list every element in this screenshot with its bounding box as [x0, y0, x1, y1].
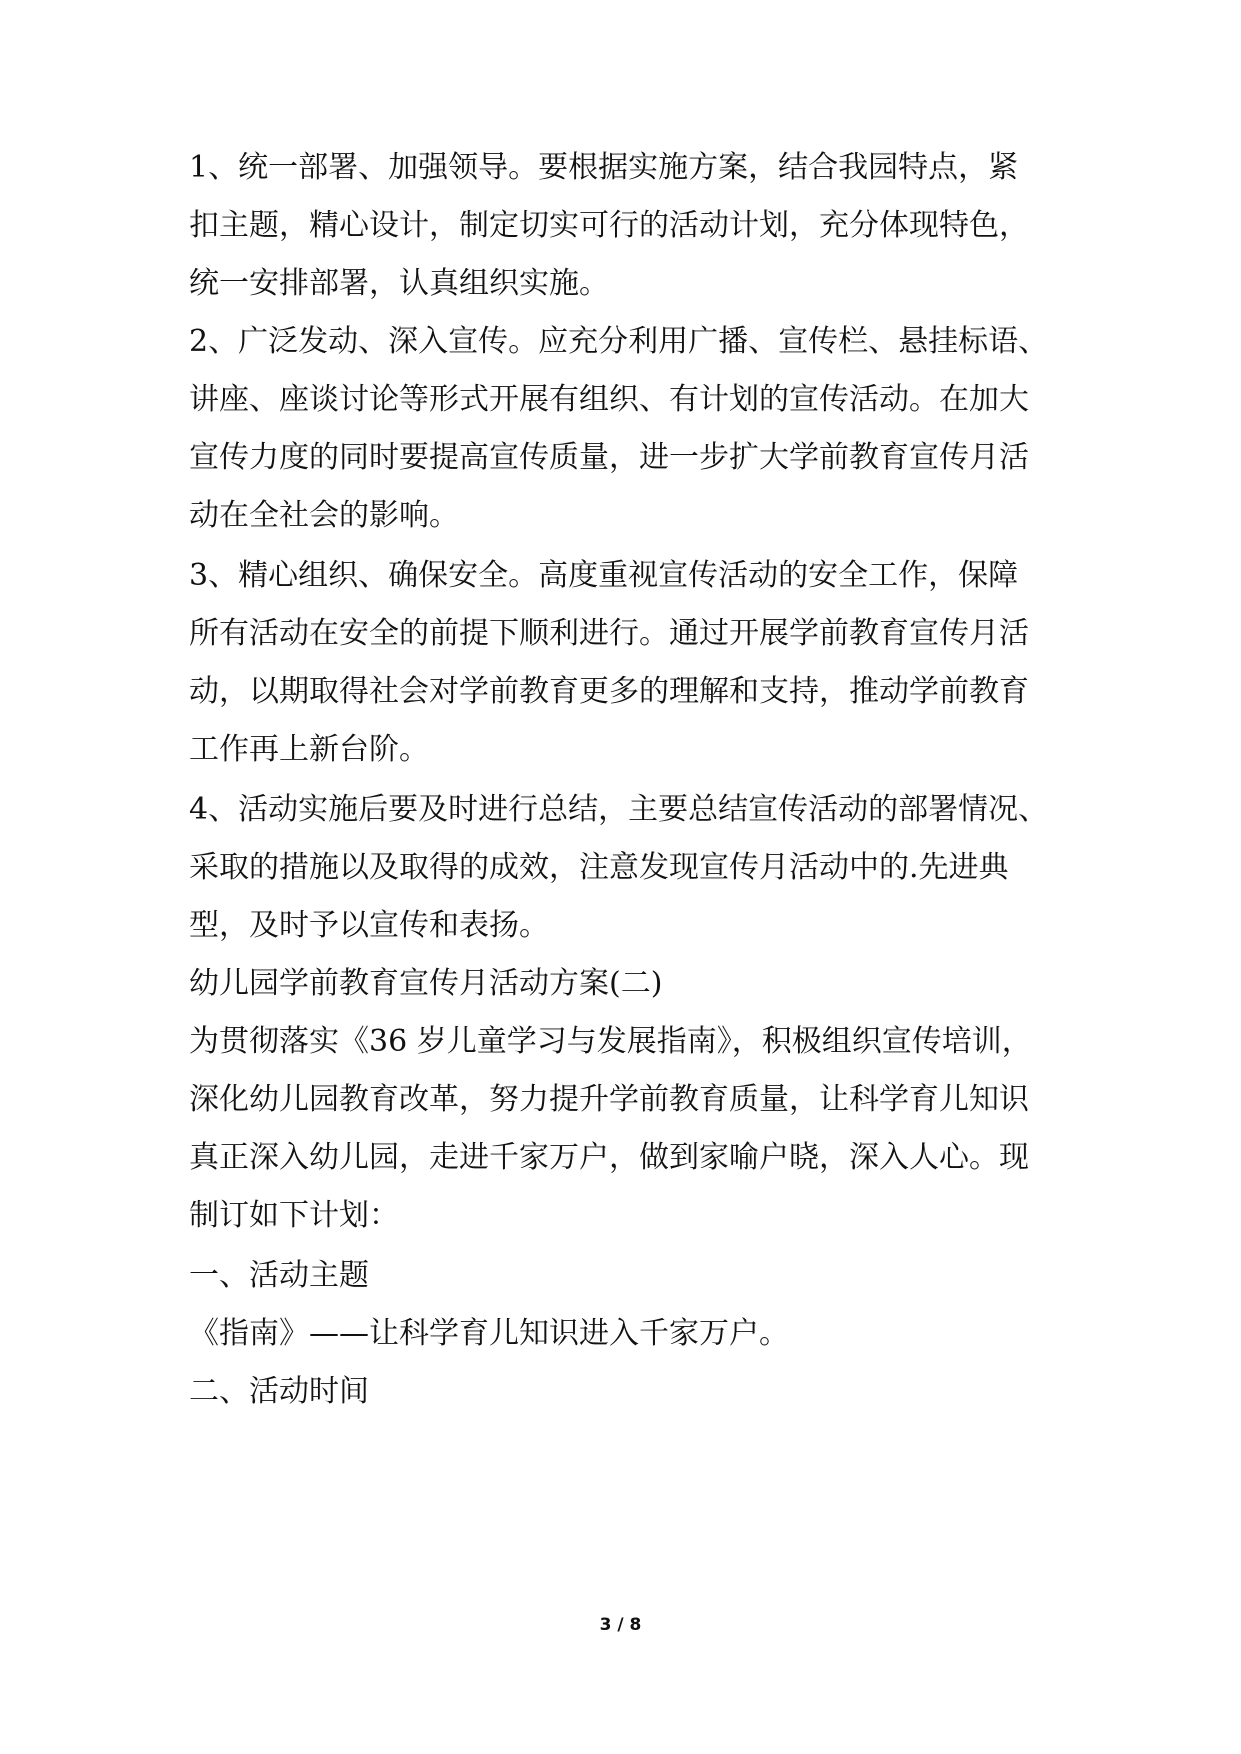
text-line: 4、活动实施后要及时进行总结，主要总结宣传活动的部署情况、 [189, 792, 1049, 827]
text-line: 工作再上新台阶。 [189, 732, 429, 767]
text-line: 统一安排部署，认真组织实施。 [189, 266, 609, 301]
text-line: 1、统一部署、加强领导。要根据实施方案，结合我园特点，紧 [189, 150, 1019, 185]
text-line: 3、精心组织、确保安全。高度重视宣传活动的安全工作，保障 [189, 558, 1019, 593]
text-line: 扣主题，精心设计，制定切实可行的活动计划，充分体现特色， [189, 208, 1029, 243]
text-line: 一、活动主题 [189, 1258, 369, 1293]
text-line: 采取的措施以及取得的成效，注意发现宣传月活动中的.先进典 [189, 850, 1009, 885]
text-line: 动在全社会的影响。 [189, 498, 459, 533]
text-line: 二、活动时间 [189, 1374, 369, 1409]
page-number: 3 / 8 [599, 1615, 642, 1635]
text-line: 讲座、座谈讨论等形式开展有组织、有计划的宣传活动。在加大 [189, 382, 1029, 417]
text-line: 动，以期取得社会对学前教育更多的理解和支持，推动学前教育 [189, 674, 1029, 709]
text-line: 制订如下计划： [189, 1198, 399, 1233]
text-line: 型，及时予以宣传和表扬。 [189, 908, 549, 943]
text-line: 为贯彻落实《36 岁儿童学习与发展指南》，积极组织宣传培训， [189, 1024, 1032, 1059]
text-line: 真正深入幼儿园，走进千家万户，做到家喻户晓，深入人心。现 [189, 1140, 1029, 1175]
text-line: 深化幼儿园教育改革，努力提升学前教育质量，让科学育儿知识 [189, 1082, 1029, 1117]
text-line: 宣传力度的同时要提高宣传质量，进一步扩大学前教育宣传月活 [189, 440, 1029, 475]
text-line: 所有活动在安全的前提下顺利进行。通过开展学前教育宣传月活 [189, 616, 1029, 651]
text-line: 2、广泛发动、深入宣传。应充分利用广播、宣传栏、悬挂标语、 [189, 324, 1049, 359]
text-line: 幼儿园学前教育宣传月活动方案(二) [189, 966, 663, 1001]
text-line: 《指南》——让科学育儿知识进入千家万户。 [189, 1316, 789, 1351]
